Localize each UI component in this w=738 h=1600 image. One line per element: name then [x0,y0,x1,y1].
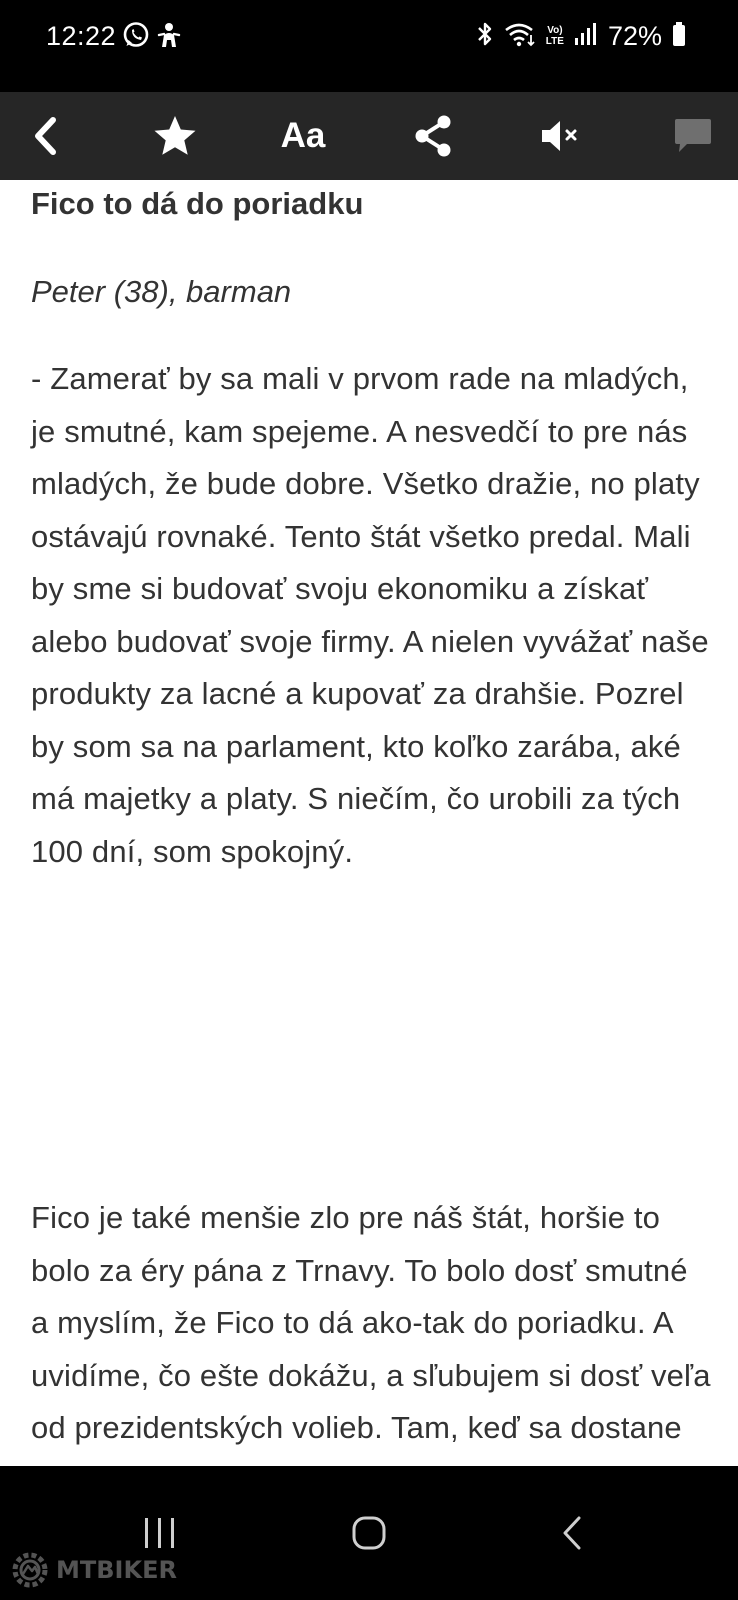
article-paragraph: Fico je také menšie zlo pre náš štát, horšie to bolo za éry pána z Trnavy. To bolo dosť smutné a myslím, že Fico to dá ako-tak do poriadku. A uvidíme, čo ešte dokážu, a sľubujem si dosť veľa od prezidentských volieb. Tam, keď sa dostane [31,1200,711,1445]
notification-person-icon [156,21,182,54]
back-icon [31,116,59,156]
battery-percent: 72% [607,21,662,51]
share-icon [413,114,453,158]
back-nav-icon [559,1514,587,1552]
recent-apps-icon [142,1515,178,1551]
comments-button[interactable] [670,92,716,180]
gear-logo-icon [8,1548,52,1592]
wifi-icon [504,21,536,52]
signal-icon [574,22,598,51]
mtbiker-watermark [8,1548,177,1592]
status-left-icons [122,22,182,52]
mute-icon [540,116,584,156]
status-time: 12:22 [46,21,117,51]
lte-bottom-label: LTE [545,36,564,47]
font-size-button[interactable]: Aa [280,116,326,155]
whatsapp-icon [122,21,150,54]
article-byline: Peter (38), barman [31,274,292,309]
article-heading: Fico to dá do poriadku [31,186,364,221]
battery-icon [672,21,686,52]
volte-lte-icon [546,25,564,47]
back-button[interactable] [22,92,68,180]
star-icon [153,115,197,157]
mute-button[interactable] [538,92,586,180]
share-button[interactable] [410,92,456,180]
favorite-button[interactable] [150,92,200,180]
article-paragraph: - Zamerať by sa mali v prvom rade na mladých, je smutné, kam spejeme. A nesvedčí to pre nás mladých, že bude dobre. Všetko dražie, no platy ostávajú rovnaké. Tento štát všetko predal. Mali by sme si budovať svoju ekonomiku a získať alebo budovať svoje firmy. A nielen vyvážať naše produkty za lacné a kupovať za drahšie. Pozrel by som sa na parlament, kto koľko zarába, aké má majetky a platy. S niečím, čo urobili za tých 100 dní, som spokojný. [31,361,709,869]
bluetooth-icon [476,21,494,52]
status-bar [0,0,738,92]
article-toolbar [0,92,738,180]
home-button[interactable] [329,1466,409,1600]
back-nav-button[interactable] [533,1466,613,1600]
watermark-text: MTBIKER [56,1556,177,1584]
status-right-icons [476,18,686,54]
lte-top-label: Vo) [547,25,563,36]
comment-icon [673,118,713,154]
home-icon [351,1515,387,1551]
